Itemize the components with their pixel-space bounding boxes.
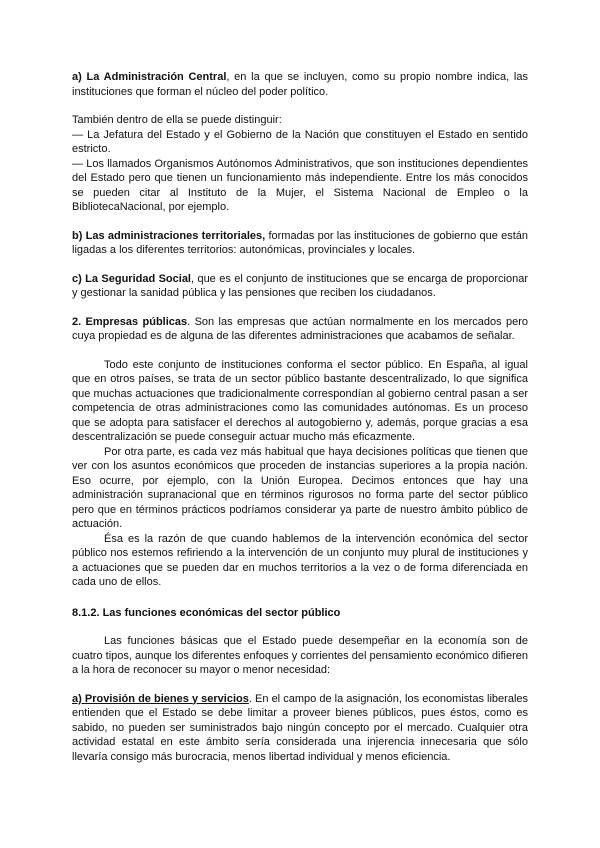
paragraph-distinguish-intro: También dentro de ella se puede distinguir: [72, 114, 282, 126]
bold-lead: b) Las administraciones territoriales, [72, 229, 266, 242]
paragraph-provision-goods [72, 692, 528, 765]
paragraph-text: , en la que se incluyen, como su propio nombre indica, las instituciones que forman el núcleo del poder político. [72, 71, 528, 98]
paragraph-central-administration [72, 70, 528, 99]
paragraph-text: . En el campo de la asignación, los economistas liberales entienden que el Estado se debe limitar a proveer bienes públicos, pues éstos, como es sabido, no pueden ser suministrados bajo ningún concepto por el mercado. Cualquier otra actividad estatal en este ámbito sería considerada una injerencia innecesaria que sólo llevaría consigo más burocracia, menos libertad individual y menos eficiencia. [72, 692, 529, 763]
bold-lead: a) Provisión de bienes y servicios [72, 692, 249, 705]
list-item-organismos: — Los llamados Organismos Autónomos Administrativos, que son instituciones dependientes del Estado pero que tienen un funcionamiento más independiente. Entre los más conocidos se pueden citar al Instituto de la Mujer, el Sistema Nacional de Empleo o la BibliotecaNacional, por ejemplo. [72, 157, 528, 213]
paragraph-text: . Son las empresas que actúan normalmente en los mercados pero cuya propiedad es de alguna de las diferentes administraciones que acabamos de señalar. [72, 315, 529, 342]
section-heading: 8.1.2. Las funciones económicas del sector público [72, 606, 341, 619]
paragraph-public-companies [72, 315, 528, 344]
paragraph-text: formadas por las instituciones de gobierno que están ligadas a los diferentes territorios: autonómicas, provinciales y locales. [72, 229, 528, 256]
list-item-jefatura: — La Jefatura del Estado y el Gobierno de la Nación que constituyen el Estado en sentido estricto. [72, 128, 528, 155]
paragraph-public-sector: Todo este conjunto de instituciones conforma el sector público. En España, al igual que en otros países, se trata de un sector público bastante descentralizado, lo que significa que muchas actuaciones que tradicionalmente correspondían al gobierno central pasan a ser competencia de otras administraciones como las comunidades autónomas. Es un proceso que se adopta para satisfacer el derechos al autogobierno y, además, porque gracias a esa descentralización se puede conseguir actuar mucho más eficazmente. [72, 358, 528, 443]
paragraph-supranational: Por otra parte, es cada vez más habitual que haya decisiones políticas que tienen que ver con los asuntos económicos que proceden de instancias superiores a la propia nación. Eso ocurre, por ejemplo, con la Unión Europea. Decimos entonces que hay una administración supranacional que en términos rigurosos no forma parte del sector público pero que en términos prácticos podríamos considerar ya parte de nuestro ámbito público de actuación. [72, 445, 528, 530]
paragraph-basic-functions: Las funciones básicas que el Estado puede desempeñar en la economía son de cuatro tipos, aunque los diferentes enfoques y corrientes del pensamiento económico difieren a la hora de reconocer su mayor o menor necesidad: [72, 635, 528, 676]
bold-lead: c) La Seguridad Social [72, 272, 191, 285]
paragraph-intervention: Ésa es la razón de que cuando hablemos de la intervención económica del sector público nos estemos refiriendo a la intervención de un conjunto muy plural de instituciones y a actuaciones que se pueden dar en muchos territorios a la vez o de forma diferenciada en cada uno de ellos. [72, 532, 528, 588]
paragraph-territorial-administrations [72, 229, 528, 258]
paragraph-text: , que es el conjunto de instituciones que se encarga de proporcionar y gestionar la sanidad pública y las pensiones que reciben los ciudadanos. [72, 272, 528, 299]
paragraph-social-security [72, 272, 528, 301]
bold-lead: 2. Empresas públicas [72, 315, 188, 328]
bold-lead: a) La Administración Central [72, 71, 227, 83]
